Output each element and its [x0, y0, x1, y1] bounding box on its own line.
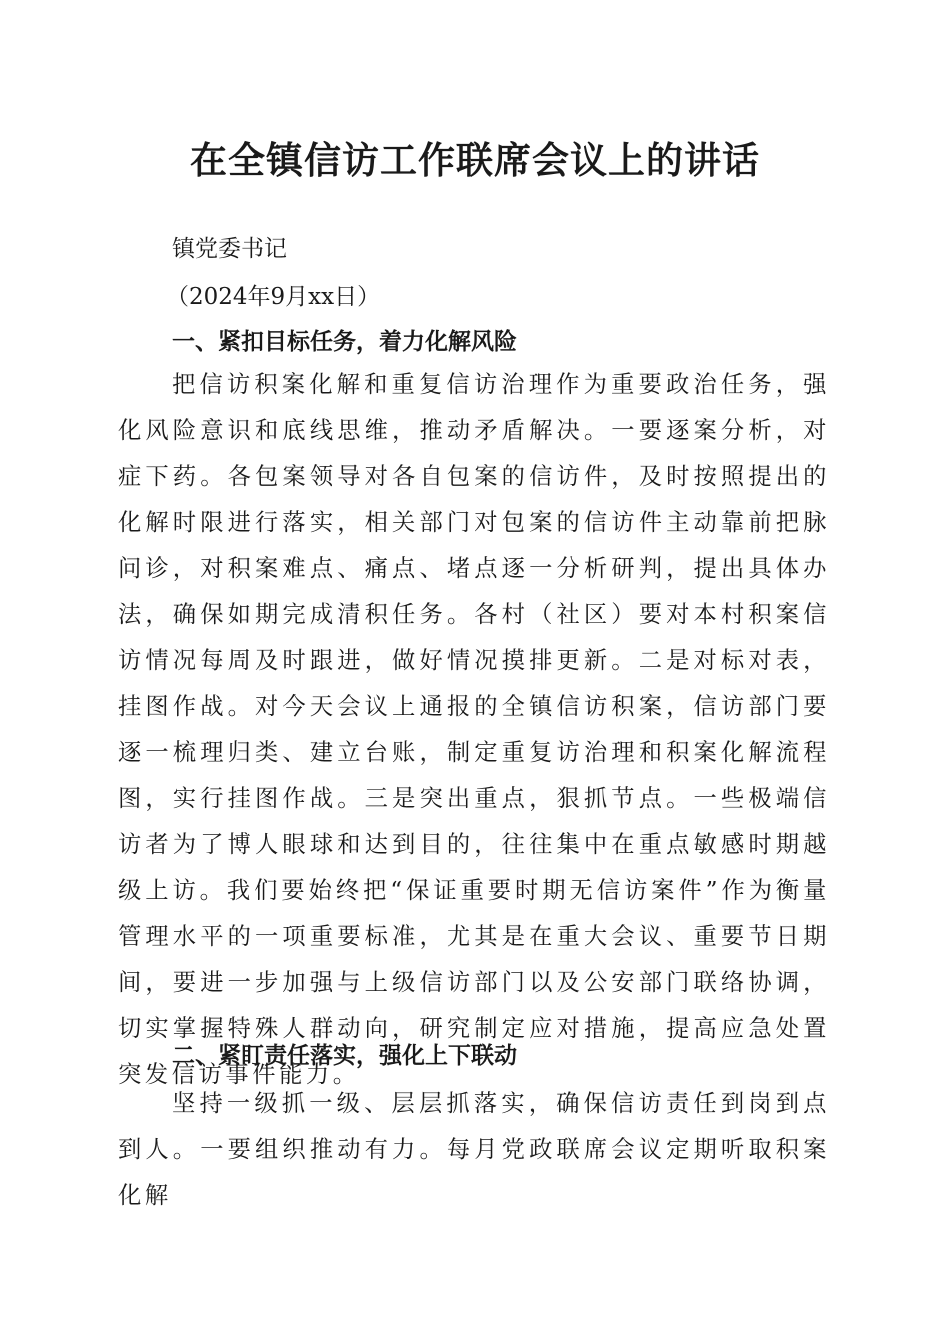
section-heading-1: 一、紧扣目标任务，着力化解风险 — [172, 329, 517, 355]
speech-date: （2024年9月xx日） — [166, 284, 381, 310]
document-title: 在全镇信访工作联席会议上的讲话 — [190, 138, 760, 182]
section-body-1: 把信访积案化解和重复信访治理作为重要政治任务，强化风险意识和底线思维，推动矛盾解决。一要逐案分析，对症下药。各包案领导对各自包案的信访件，及时按照提出的化解时限进行落实，相关部门对包案的信访件主动靠前把脉问诊，对积案难点、痛点、堵点逐一分析研判，提出具体办法，确保如期完成清积任务。各村（社区）要对本村积案信访情况每周及时跟进，做好情况摸排更新。二是对标对表，挂图作战。对今天会议上通报的全镇信访积案，信访部门要逐一梳理归类、建立台账，制定重复访治理和积案化解流程图，实行挂图作战。三是突出重点，狠抓节点。一些极端信访者为了博人眼球和达到目的，往往集中在重点敏感时期越级上访。我们要始终把“保证重要时期无信访案件”作为衡量管理水平的一项重要标准，尤其是在重大会议、重要节日期间，要进一步加强与上级信访部门以及公安部门联络协调，切实掌握特殊人群动向，研究制定应对措施，提高应急处置突发信访事件能力。 — [118, 371, 830, 1088]
speaker-role: 镇党委书记 — [172, 236, 287, 262]
section-heading-2: 二、紧盯责任落实，强化上下联动 — [172, 1043, 517, 1069]
section-body-2: 坚持一级抓一级、层层抓落实，确保信访责任到岗到点到人。一要组织推动有力。每月党政联席会议定期听取积案化解 — [118, 1090, 830, 1209]
